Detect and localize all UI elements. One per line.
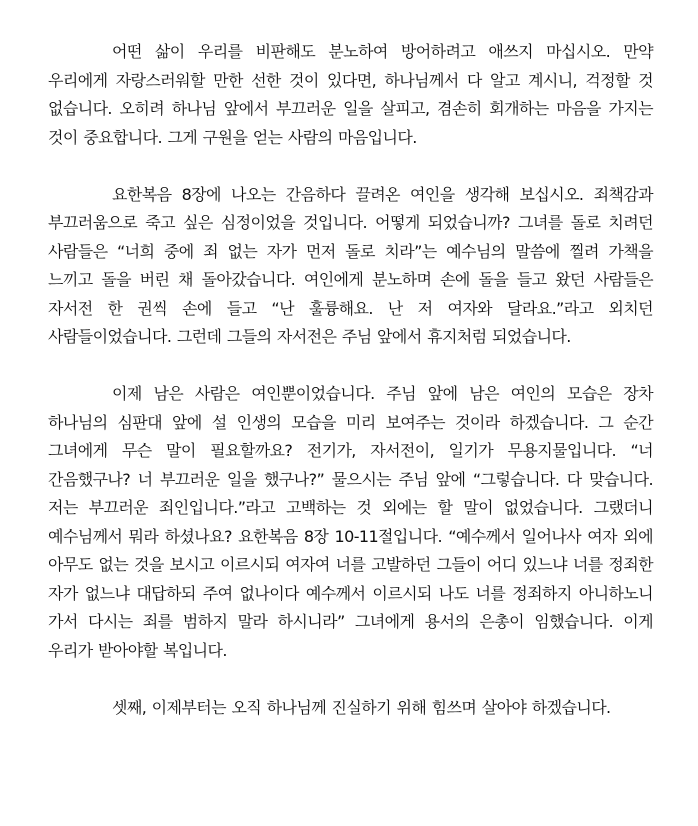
paragraph-1: 어떤 삶이 우리를 비판해도 분노하여 방어하려고 애쓰지 마십시오. 만약 우리에게 자랑스러워할 만한 선한 것이 있다면, 하나님께서 다 알고 계시니, 걱정할 것 없습니다. 오히려 하나님 앞에서 부끄러운 일을 살피고, 겸손히 회개하는 마음을 가지는 것이 중요합니다. 그게 구원을 얻는 사람의 마음입니다. [48,42,653,147]
document-page [48,38,653,722]
paragraph-4: 셋째, 이제부터는 오직 하나님께 진실하기 위해 힘쓰며 살아야 하겠습니다. [112,697,611,717]
paragraph-3: 이제 남은 사람은 여인뿐이었습니다. 주님 앞에 남은 여인의 모습은 장차 하나님의 심판대 앞에 설 인생의 모습을 미리 보여주는 것이라 하겠습니다. 그 순간 그녀에게 무슨 말이 필요할까요? 전기가, 자서전이, 일기가 무용지물입니다. “너 간음했구나? 너 부끄러운 일을 했구나?” 물으시는 주님 앞에 “그렇습니다. 다 맞습니다. 저는 부끄러운 죄인입니다.”라고 고백하는 것 외에는 할 말이 없었습니다. 그랬더니 예수님께서 뭐라 하셨나요? 요한복음 8장 10-11절입니다. “예수께서 일어나사 여자 외에 아무도 없는 것을 보시고 이르시되 여자여 너를 고발하던 그들이 어디 있느냐 너를 정죄한 자가 없느냐 대답하되 주여 없나이다 예수께서 이르시되 나도 너를 정죄하지 아니하노니 가서 다시는 죄를 범하지 말라 하시니라” 그녀에게 용서의 은총이 임했습니다. 이게 우리가 받아야할 복입니다. [48,384,653,660]
paragraph-2: 요한복음 8장에 나오는 간음하다 끌려온 여인을 생각해 보십시오. 죄책감과 부끄러움으로 죽고 싶은 심정이었을 것입니다. 어떻게 되었습니까? 그녀를 돌로 치려던 사람들은 “너희 중에 죄 없는 자가 먼저 돌로 치라”는 예수님의 말씀에 찔려 가책을 느끼고 돌을 버린 채 돌아갔습니다. 여인에게 분노하며 손에 돌을 들고 왔던 사람들은 자서전 한 권씩 손에 들고 “난 훌륭해요. 난 저 여자와 달라요.”라고 외치던 사람들이었습니다. 그런데 그들의 자서전은 주님 앞에서 휴지처럼 되었습니다. [48,184,653,346]
